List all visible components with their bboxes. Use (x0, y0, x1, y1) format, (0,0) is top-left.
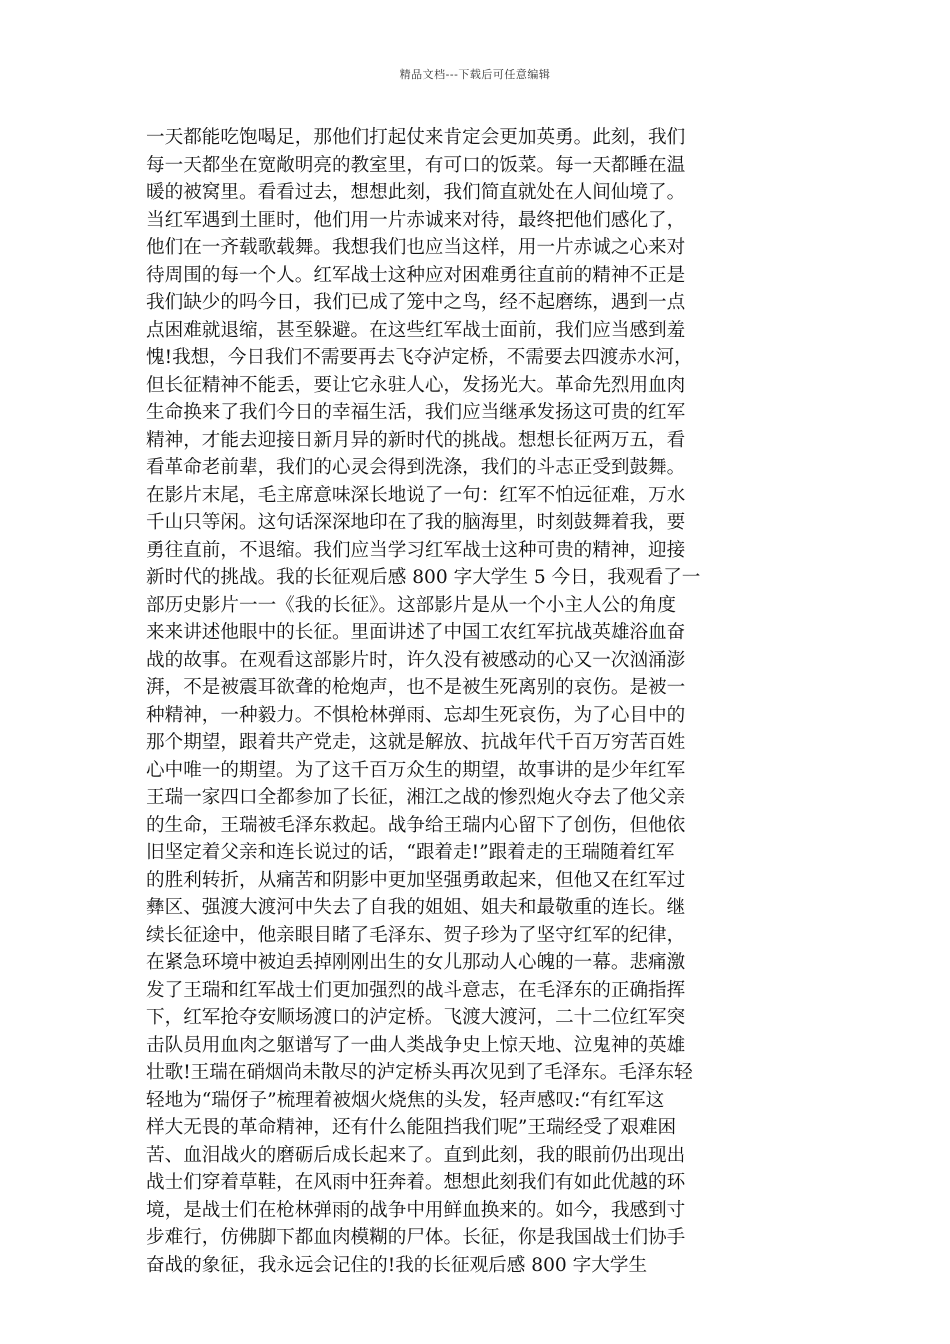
text-line: 勇往直前，不退缩。我们应当学习红军战士这种可贵的精神，迎接 (146, 539, 686, 561)
text-line: 种精神，一种毅力。不惧枪林弹雨、忘却生死哀伤，为了心目中的 (146, 704, 686, 726)
text-line: 的胜利转折，从痛苦和阴影中更加坚强勇敢起来，但他又在红军过 (146, 869, 686, 891)
text-line: 轻地为“瑞伢子”梳理着被烟火烧焦的头发，轻声感叹:“有红军这 (146, 1089, 665, 1111)
text-line: 湃，不是被震耳欲聋的枪炮声，也不是被生死离别的哀伤。是被一 (146, 677, 686, 698)
text-line: 那个期望，跟着共产党走，这就是解放、抗战年代千百万穷苦百姓 (146, 732, 686, 753)
text-line: 彝区、强渡大渡河中失去了自我的姐姐、姐夫和最敬重的连长。继 (146, 897, 686, 918)
text-line: 点困难就退缩，甚至躲避。在这些红军战士面前，我们应当感到羞 (146, 319, 686, 341)
text-line: 的生命，王瑞被毛泽东救起。战争给王瑞内心留下了创伤，但他依 (146, 814, 686, 836)
text-line: 看革命老前辈，我们的心灵会得到洗涤，我们的斗志正受到鼓舞。 (146, 457, 686, 478)
text-line: 在影片末尾，毛主席意味深长地说了一句：红军不怕远征难，万水 (146, 484, 686, 506)
text-line: 战士们穿着草鞋，在风雨中狂奔着。想想此刻我们有如此优越的环 (146, 1172, 686, 1193)
text-line: 部历史影片一一《我的长征》。这部影片是从一个小主人公的角度 (146, 594, 676, 616)
text-line: 每一天都坐在宽敞明亮的教室里，有可口的饭菜。每一天都睡在温 (146, 154, 686, 176)
text-line: 下，红军抢夺安顺场渡口的泸定桥。飞渡大渡河，二十二位红军突 (146, 1007, 686, 1028)
page-header: 精品文档---下载后可任意编辑 (399, 68, 551, 81)
text-line: 奋战的象征，我永远会记住的!我的长征观后感 800 字大学生 (146, 1254, 648, 1276)
article-body (146, 124, 806, 1279)
text-line: 待周围的每一个人。红军战士这种应对困难勇往直前的精神不正是 (146, 264, 686, 286)
text-line: 境，是战士们在枪林弹雨的战争中用鲜血换来的。如今，我感到寸 (146, 1199, 686, 1221)
text-line: 发了王瑞和红军战士们更加强烈的战斗意志，在毛泽东的正确指挥 (146, 979, 686, 1001)
text-line: 旧坚定着父亲和连长说过的话，“跟着走!”跟着走的王瑞随着红军 (146, 842, 675, 863)
text-line: 步难行，仿佛脚下都血肉模糊的尸体。长征，你是我国战士们协手 (146, 1227, 686, 1248)
text-line: 他们在一齐载歌载舞。我想我们也应当这样，用一片赤诚之心来对 (146, 237, 686, 258)
text-line: 心中唯一的期望。为了这千百万众生的期望，故事讲的是少年红军 (146, 759, 686, 781)
text-line: 新时代的挑战。我的长征观后感 800 字大学生 5 今日，我观看了一 (146, 567, 701, 588)
text-line: 战的故事。在观看这部影片时，许久没有被感动的心又一次汹涌澎 (146, 649, 686, 671)
text-line: 我们缺少的吗今日，我们已成了笼中之鸟，经不起磨练，遇到一点 (146, 292, 686, 313)
text-line: 来来讲述他眼中的长征。里面讲述了中国工农红军抗战英雄浴血奋 (146, 622, 686, 643)
text-line: 王瑞一家四口全都参加了长征，湘江之战的惨烈炮火夺去了他父亲 (146, 787, 686, 808)
text-line: 千山只等闲。这句话深深地印在了我的脑海里，时刻鼓舞着我，要 (146, 512, 686, 533)
text-line: 一天都能吃饱喝足，那他们打起仗来肯定会更加英勇。此刻，我们 (146, 127, 686, 148)
text-line: 苦、血泪战火的磨砺后成长起来了。直到此刻，我的眼前仍出现出 (146, 1144, 686, 1166)
text-line: 壮歌!王瑞在硝烟尚未散尽的泸定桥头再次见到了毛泽东。毛泽东轻 (146, 1062, 693, 1083)
text-line: 愧!我想，今日我们不需要再去飞夺泸定桥，不需要去四渡赤水河， (146, 347, 693, 368)
text-line: 当红军遇到土匪时，他们用一片赤诚来对待，最终把他们感化了， (146, 209, 686, 231)
text-line: 但长征精神不能丢，要让它永驻人心，发扬光大。革命先烈用血肉 (146, 374, 686, 396)
text-line: 生命换来了我们今日的幸福生活，我们应当继承发扬这可贵的红军 (146, 402, 686, 423)
text-line: 暖的被窝里。看看过去，想想此刻，我们简直就处在人间仙境了。 (146, 182, 686, 203)
text-line: 在紧急环境中被迫丢掉刚刚出生的女儿那动人心魄的一幕。悲痛激 (146, 952, 686, 973)
text-line: 击队员用血肉之躯谱写了一曲人类战争史上惊天地、泣鬼神的英雄 (146, 1034, 686, 1056)
text-line: 续长征途中，他亲眼目睹了毛泽东、贺子珍为了坚守红军的纪律， (146, 924, 686, 946)
text-line: 精神，才能去迎接日新月异的新时代的挑战。想想长征两万五，看 (146, 429, 686, 451)
text-line: 样大无畏的革命精神，还有什么能阻挡我们呢”王瑞经受了艰难困 (146, 1117, 677, 1138)
